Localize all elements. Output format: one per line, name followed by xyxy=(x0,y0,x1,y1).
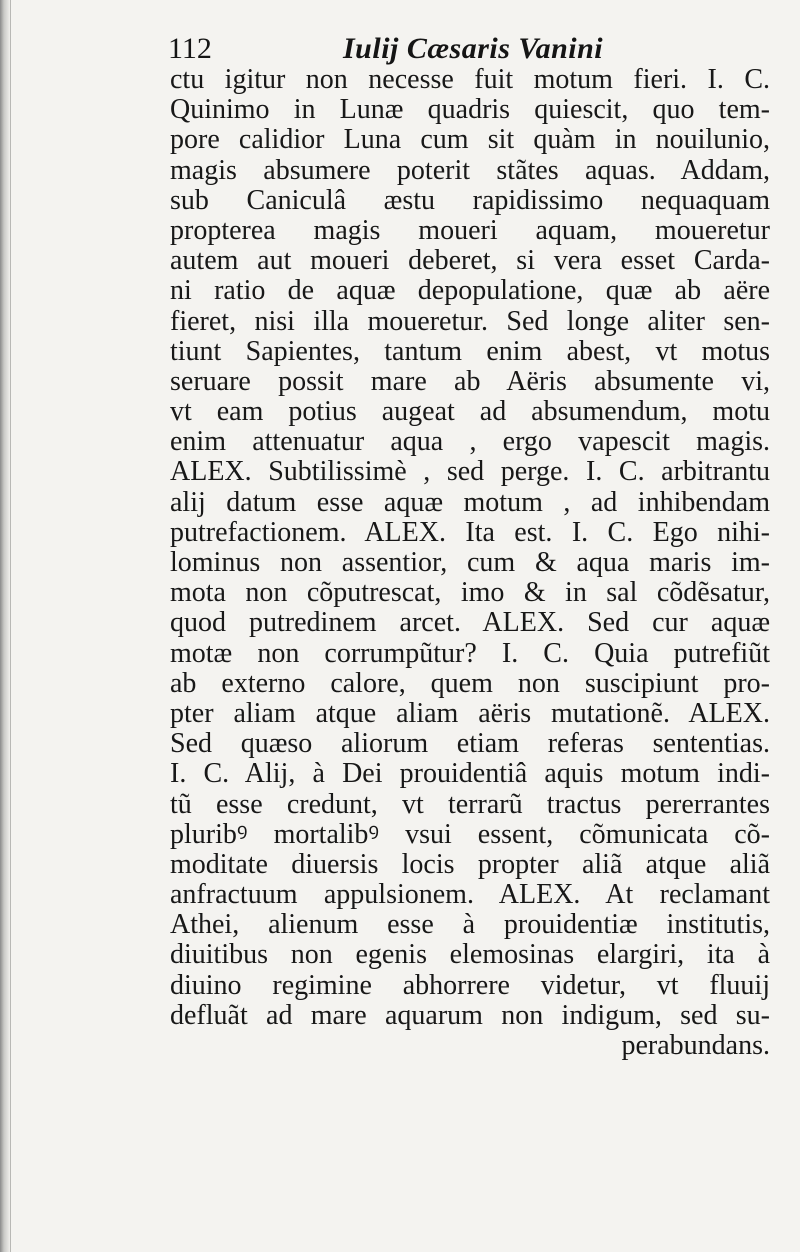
text-line: tiunt Sapientes, tantum enim abest, vt motus xyxy=(170,335,770,367)
text-line: diuitibus non egenis elemosinas elargiri, ita à xyxy=(170,939,770,971)
text-line: defluãt ad mare aquarum non indigum, sed su- xyxy=(170,999,770,1031)
text-line: quod putredinem arcet. ALEX. Sed cur aquæ xyxy=(170,607,770,639)
text-line: lominus non assentior, cum & aqua maris im- xyxy=(170,547,770,578)
text-line: sub Caniculâ æstu rapidissimo nequaquam xyxy=(170,184,770,216)
text-line: Quinimo in Lunæ quadris quiescit, quo tem- xyxy=(170,94,770,126)
text-line: pore calidior Luna cum sit quàm in nouilunio, xyxy=(170,124,770,156)
text-line: alij datum esse aquæ motum , ad inhibendam xyxy=(170,486,770,518)
text-line: motæ non corrumpũtur? I. C. Quia putrefiũt xyxy=(170,637,770,669)
page-gutter xyxy=(0,0,10,1252)
text-line: mota non cõputrescat, imo & in sal cõdẽsatur, xyxy=(170,577,770,609)
text-line: I. C. Alij, à Dei prouidentiâ aquis motum indi- xyxy=(170,758,770,790)
catchword: perabundans. xyxy=(621,1030,770,1061)
body-text xyxy=(170,65,770,1061)
text-line: magis absumere poterit stãtes aquas. Addam, xyxy=(170,154,770,186)
text-line: ALEX. Subtilissimè , sed perge. I. C. arbitrantu xyxy=(170,456,770,488)
text-line: anfractuum appulsionem. ALEX. At reclamant xyxy=(170,879,770,911)
text-line: propterea magis moueri aquam, moueretur xyxy=(170,214,770,246)
text-line: moditate diuersis locis propter aliã atque aliã xyxy=(170,848,770,880)
text-line: ctu igitur non necesse fuit motum fieri. I. C. xyxy=(170,64,770,95)
running-head xyxy=(168,28,638,68)
page-number: 112 xyxy=(168,32,212,65)
text-line: putrefactionem. ALEX. Ita est. I. C. Ego nihi- xyxy=(170,516,770,548)
text-line: autem aut moueri deberet, si vera esset Carda- xyxy=(170,245,770,277)
text-line: tũ esse credunt, vt terrarũ tractus pererrantes xyxy=(170,788,770,820)
text-line: diuino regimine abhorrere videtur, vt fluuij xyxy=(170,969,770,1001)
text-line: pluribꝰ mortalibꝰ vsui essent, cõmunicata cõ- xyxy=(170,818,770,850)
page-edge xyxy=(10,0,11,1252)
text-line: Athei, alienum esse à prouidentiæ institutis, xyxy=(170,909,770,941)
text-line: fieret, nisi illa moueretur. Sed longe aliter sen- xyxy=(170,305,770,337)
text-line: enim attenuatur aqua , ergo vapescit magis. xyxy=(170,426,770,458)
text-line: vt eam potius augeat ad absumendum, motu xyxy=(170,396,770,428)
text-line: ni ratio de aquæ depopulatione, quæ ab aëre xyxy=(170,275,770,307)
text-line: pter aliam atque aliam aëris mutationẽ. ALEX. xyxy=(170,697,770,729)
text-line: seruare possit mare ab Aëris absumente vi, xyxy=(170,365,770,397)
text-line: Sed quæso aliorum etiam referas sententias. xyxy=(170,728,770,760)
running-title: Iulij Cæsaris Vanini xyxy=(343,32,604,65)
text-line: ab externo calore, quem non suscipiunt pro- xyxy=(170,667,770,699)
